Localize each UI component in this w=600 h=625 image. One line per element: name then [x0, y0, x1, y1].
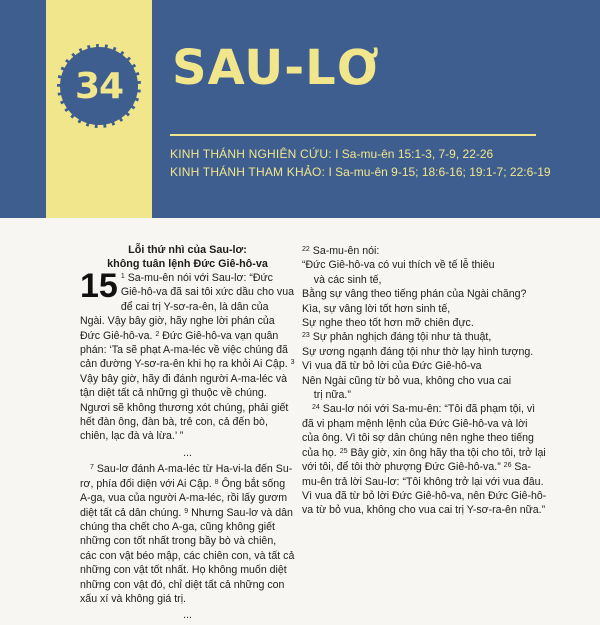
verse-number: 23	[302, 332, 310, 340]
chapter-dropcap: 15	[80, 267, 118, 305]
chapter-header	[0, 0, 600, 218]
verse-text: Đức Giê-hô-va vạn quân phán: ‘Ta sẽ phạt A-ma-léc về việc chúng đã cản đường Y-sơ-ra-ên khi họ ra khỏi Ai Cập.	[80, 329, 288, 371]
study-reference-label: KINH THÁNH NGHIÊN CỨU:	[170, 147, 332, 161]
poem-line	[302, 330, 547, 344]
verse-text: Nhưng Sau-lơ và dân chúng tha chết cho A-ga, cũng không giết những con tốt nhất trong bầy bò và chiên, các con vật béo mập, các chiên con, và tất cả những con vật tốt nhất. Họ không muốn diệt những con vật đó, chỉ diệt tất cả những con xấu xí và không giá trị.	[80, 506, 295, 605]
poem-line: Sự ương ngạnh đáng tội như thờ lạy hình tượng.	[302, 345, 534, 358]
verse-24	[302, 402, 547, 517]
poem-line: “Đức Giê-hô-va có vui thích về tế lễ thiêu	[302, 259, 495, 272]
verse-text: Sự phản nghịch đáng tội như tà thuật,	[312, 331, 492, 344]
study-reference	[170, 147, 493, 161]
poem-line: Bằng sự vâng theo tiếng phán của Ngài chăng?	[302, 288, 527, 301]
poem-stanza-1	[302, 258, 547, 330]
verse-number: 22	[302, 246, 310, 253]
verse-text: Vậy bây giờ, hãy đi đánh người A-ma-léc và tận diệt tất cả những gì thuộc về chúng. Ngươi sẽ không thương xót chúng, phải giết hết đàn ông, đàn bà, trẻ con, cả đến bò, chiên, lạc đà và lừa.’ ”	[80, 372, 289, 443]
verse-number: 25	[339, 447, 348, 455]
section-heading	[80, 244, 295, 271]
verse-text: Bây giờ, xin ông hãy tha tội cho tôi, trở lại với tôi, để tôi thờ phượng Đức Giê-hô-va.”	[302, 446, 546, 474]
verse-number: 7	[90, 464, 94, 472]
chapter-number: 34	[74, 65, 124, 107]
verse-text: Ông bắt sống A-ga, vua của người A-ma-léc, rồi lấy gươm diệt tất cả dân chúng.	[80, 477, 288, 519]
poem-line: Vì vua đã từ bỏ lời của Đức Giê-hô-va	[302, 360, 482, 373]
verse-number: 24	[312, 404, 320, 412]
title-rule	[170, 134, 536, 136]
poem-line: Kìa, sự vâng lời tốt hơn sinh tế,	[302, 302, 451, 315]
poem-line: và các sinh tế,	[302, 273, 382, 286]
verse-number: 26	[503, 462, 512, 470]
reading-reference-verses: I Sa-mu-ên 9-15; 18:6-16; 19:1-7; 22:6-19	[328, 165, 551, 179]
verse-number: 3	[290, 359, 295, 367]
study-reference-verses: I Sa-mu-ên 15:1-3, 7-9, 22-26	[335, 147, 494, 161]
verse-7	[80, 462, 295, 606]
reading-reference-label: KINH THÁNH THAM KHẢO:	[170, 165, 326, 179]
verse-number: 1	[120, 273, 125, 280]
reading-reference	[170, 165, 551, 179]
verse-22	[302, 244, 547, 258]
verse-text: Sa-mu-ên nói với Sau-lơ: “Đức Giê-hô-va đã sai tôi xức dầu cho vua để cai trị Y-sơ-ra-ên, là dân của Ngài. Vậy bây giờ, hãy nghe lời phán của Đức Giê-hô-va.	[80, 272, 294, 342]
verse-number: 9	[184, 507, 189, 515]
poem-stanza-2	[302, 330, 547, 402]
poem-line: Sự nghe theo tốt hơn mỡ chiên đực.	[302, 317, 474, 330]
omission-ellipsis: ...	[183, 446, 192, 459]
verse-text: Sa-mu-ên nói:	[312, 245, 380, 257]
verse-number: 8	[214, 478, 219, 486]
scripture-left-column	[80, 244, 295, 625]
section-heading-line-1: Lỗi thứ nhì của Sau-lơ:	[128, 244, 247, 256]
poem-line: Nên Ngài cũng từ bỏ vua, không cho vua cai	[302, 374, 512, 387]
omission-ellipsis: ...	[183, 609, 192, 622]
chapter-title: SAU-LƠ	[172, 40, 380, 96]
chapter-number-badge	[57, 44, 141, 128]
verse-1	[80, 267, 295, 444]
verse-number: 2	[155, 330, 160, 338]
verse-text: Sau-lơ đánh A-ma-léc từ Ha-vi-la đến Su-rơ, phía đối diện với Ai Cập.	[80, 463, 293, 490]
section-heading-line-2: không tuân lệnh Đức Giê-hô-va	[107, 257, 268, 270]
verse-text: Sa-mu-ên trả lời Sau-lơ: “Tôi không trở lại với vua đâu. Vì vua đã từ bỏ lời Đức Giê-hô-va, nên Đức Giê-hô-va từ bỏ vua, không cho vua cai trị Y-sơ-ra-ên nữa.”	[302, 461, 547, 517]
scripture-right-column	[302, 244, 547, 518]
verse-text: Sau-lơ nói với Sa-mu-ên: “Tôi đã phạm tội, vì đã vi phạm mệnh lệnh của Đức Giê-hô-va và lời của ông. Vì tôi sợ dân chúng nên nghe theo tiếng của họ.	[302, 403, 536, 459]
poem-line: trị nữa.”	[302, 389, 351, 402]
